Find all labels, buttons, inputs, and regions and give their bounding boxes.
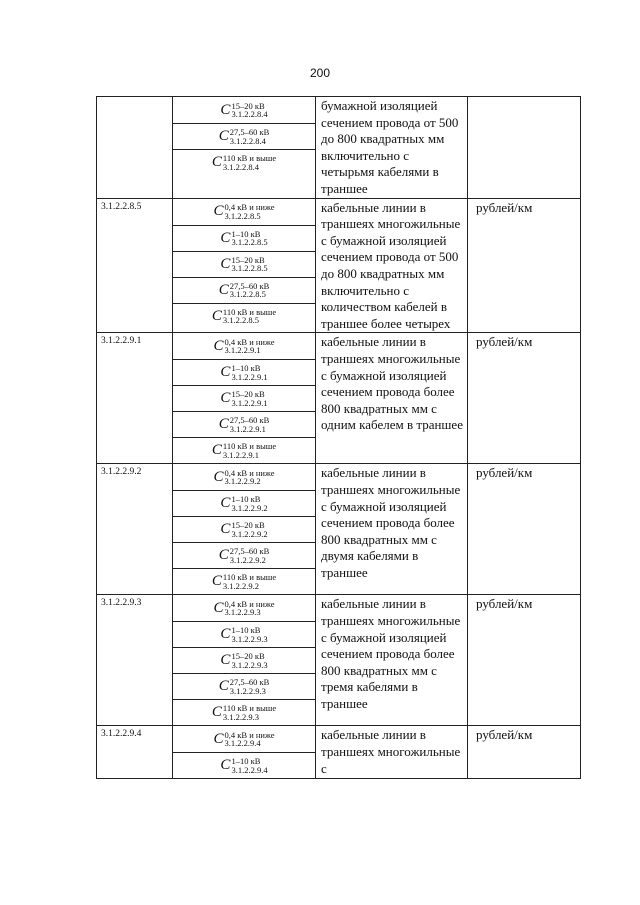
table-row <box>97 198 581 333</box>
formula-letter: C <box>220 757 231 774</box>
formula-cell <box>173 699 315 725</box>
formula-letter: C <box>218 678 229 695</box>
formula-letter: C <box>213 337 224 354</box>
page-number: 200 <box>309 66 331 80</box>
formula-cell <box>173 568 315 594</box>
formula-superscript: 15–20 кВ <box>231 100 265 111</box>
formula <box>220 390 267 407</box>
table-row <box>97 333 581 464</box>
row-description: кабельные линии в траншеях многожильные с бумажной изоляцией сечением провода более 800 квадратных мм с одним кабелем в траншее <box>316 333 468 464</box>
formula-superscript: 15–20 кВ <box>231 254 265 265</box>
formula-cell <box>173 97 315 123</box>
row-description: кабельные линии в траншеях многожильные с бумажной изоляцией сечением провода более 800 квадратных мм с тремя кабелями в траншее <box>316 595 468 726</box>
formula-subscript: 3.1.2.2.8.5 <box>231 263 268 274</box>
row-unit: рублей/км <box>468 595 581 726</box>
formula-cell <box>173 303 315 329</box>
formula-cell <box>173 542 315 568</box>
row-description: кабельные линии в траншеях многожильные с бумажной изоляцией сечением провода более 800 квадратных мм с двумя кабелями в траншее <box>316 464 468 595</box>
row-code: 3.1.2.2.9.4 <box>97 726 173 779</box>
formula-superscript: 1–10 кВ <box>231 756 261 767</box>
formula-cell <box>173 437 315 463</box>
formula-letter: C <box>220 626 231 643</box>
table-row <box>97 726 581 779</box>
formula-superscript: 1–10 кВ <box>231 228 261 239</box>
formula <box>220 757 267 774</box>
formula-superscript: 110 кВ и выше <box>222 572 277 583</box>
formula <box>214 338 275 355</box>
row-code: 3.1.2.2.8.5 <box>97 198 173 333</box>
formula-superscript: 27,5–60 кВ <box>229 280 270 291</box>
formula-superscript: 1–10 кВ <box>231 625 261 636</box>
formula-superscript: 0,4 кВ и ниже <box>224 336 275 347</box>
formula-cells <box>173 595 316 726</box>
formula-cell <box>173 464 315 490</box>
formula-subscript: 3.1.2.2.8.4 <box>231 109 268 119</box>
formula-cell <box>173 333 315 359</box>
formula <box>220 521 267 538</box>
formula-superscript: 110 кВ и выше <box>222 153 277 163</box>
formula-superscript: 27,5–60 кВ <box>229 677 270 688</box>
formula-cells <box>173 333 316 464</box>
formula <box>212 308 276 325</box>
formula <box>219 282 270 299</box>
formula <box>220 102 267 119</box>
formula-letter: C <box>218 416 229 433</box>
formula-subscript: 3.1.2.2.9.3 <box>222 711 260 722</box>
formula-subscript: 3.1.2.2.8.4 <box>222 161 260 172</box>
formula-subscript: 3.1.2.2.9.1 <box>224 345 261 356</box>
formula-subscript: 3.1.2.2.9.3 <box>231 659 268 670</box>
formula-subscript: 3.1.2.2.9.2 <box>231 528 268 539</box>
formula-subscript: 3.1.2.2.9.4 <box>224 738 261 749</box>
formula-subscript: 3.1.2.2.9.2 <box>229 554 266 565</box>
tariff-table <box>96 96 581 779</box>
formula-subscript: 3.1.2.2.9.3 <box>229 685 266 696</box>
formula-cell <box>173 277 315 303</box>
formula-cells <box>173 97 316 199</box>
formula-cell <box>173 673 315 699</box>
formula-letter: C <box>213 203 224 220</box>
formula-subscript: 3.1.2.2.9.2 <box>224 476 261 487</box>
formula-letter: C <box>218 281 229 298</box>
formula-cell <box>173 752 315 778</box>
formula <box>219 128 270 145</box>
row-unit: рублей/км <box>468 198 581 333</box>
formula-superscript: 15–20 кВ <box>231 389 265 400</box>
formula-cell <box>173 149 315 175</box>
formula-superscript: 110 кВ и выше <box>222 306 277 317</box>
formula-subscript: 3.1.2.2.8.5 <box>224 210 261 221</box>
formula-subscript: 3.1.2.2.9.1 <box>231 371 268 382</box>
row-unit <box>468 97 581 199</box>
formula-superscript: 15–20 кВ <box>231 651 265 662</box>
formula <box>219 416 270 433</box>
formula <box>214 731 275 748</box>
formula-subscript: 3.1.2.2.9.2 <box>222 580 260 591</box>
table-row <box>97 464 581 595</box>
formula <box>214 469 275 486</box>
formula <box>220 495 267 512</box>
row-code <box>97 97 173 199</box>
formula-letter: C <box>218 128 229 144</box>
formula <box>220 230 267 247</box>
formula-cell <box>173 595 315 621</box>
formula-superscript: 27,5–60 кВ <box>229 127 270 137</box>
formula-cell <box>173 385 315 411</box>
formula-letter: C <box>220 229 231 246</box>
formula-superscript: 110 кВ и выше <box>222 441 277 452</box>
row-code: 3.1.2.2.9.2 <box>97 464 173 595</box>
formula-letter: C <box>220 390 231 407</box>
formula-cell <box>173 621 315 647</box>
formula <box>214 600 275 617</box>
formula-cell <box>173 726 315 752</box>
formula <box>219 678 270 695</box>
formula-cell <box>173 516 315 542</box>
formula-cells <box>173 726 316 779</box>
formula-cell <box>173 490 315 516</box>
row-code: 3.1.2.2.9.3 <box>97 595 173 726</box>
formula-superscript: 1–10 кВ <box>231 494 261 505</box>
formula-subscript: 3.1.2.2.9.1 <box>229 423 266 434</box>
formula <box>212 573 276 590</box>
formula-letter: C <box>211 307 222 324</box>
formula-letter: C <box>220 495 231 512</box>
row-description: кабельные линии в траншеях многожильные с <box>316 726 468 779</box>
formula-superscript: 15–20 кВ <box>231 520 265 531</box>
formula-letter: C <box>213 730 224 747</box>
row-unit: рублей/км <box>468 464 581 595</box>
formula-superscript: 110 кВ и выше <box>222 703 277 714</box>
formula-cell <box>173 359 315 385</box>
formula <box>212 154 276 171</box>
formula-subscript: 3.1.2.2.8.5 <box>231 237 268 248</box>
row-code: 3.1.2.2.9.1 <box>97 333 173 464</box>
formula-letter: C <box>211 442 222 459</box>
formula <box>220 256 267 273</box>
formula-letter: C <box>220 255 231 272</box>
formula-letter: C <box>211 154 222 170</box>
formula-superscript: 27,5–60 кВ <box>229 415 270 426</box>
formula-cell <box>173 199 315 225</box>
formula-subscript: 3.1.2.2.8.5 <box>229 289 266 300</box>
formula-letter: C <box>218 547 229 564</box>
formula-letter: C <box>220 652 231 669</box>
formula <box>220 364 267 381</box>
table-row <box>97 97 581 199</box>
formula-subscript: 3.1.2.2.8.5 <box>222 315 260 326</box>
formula-subscript: 3.1.2.2.9.3 <box>224 607 261 618</box>
formula-letter: C <box>220 521 231 538</box>
formula-superscript: 1–10 кВ <box>231 363 261 374</box>
formula-subscript: 3.1.2.2.9.1 <box>231 397 268 408</box>
row-unit: рублей/км <box>468 333 581 464</box>
formula-letter: C <box>211 573 222 590</box>
formula-cell <box>173 251 315 277</box>
formula <box>220 626 267 643</box>
formula-subscript: 3.1.2.2.9.3 <box>231 633 268 644</box>
formula-cell <box>173 647 315 673</box>
formula <box>212 704 276 721</box>
row-description: кабельные линии в траншеях многожильные с бумажной изоляцией сечением провода от 500 до 800 квадратных мм включительно с количеством кабелей в траншее более четырех <box>316 198 468 333</box>
formula-superscript: 0,4 кВ и ниже <box>224 729 275 740</box>
formula-cell <box>173 225 315 251</box>
formula-cell <box>173 123 315 149</box>
formula-subscript: 3.1.2.2.9.1 <box>222 449 260 460</box>
formula <box>214 203 275 220</box>
row-unit: рублей/км <box>468 726 581 779</box>
formula-letter: C <box>213 468 224 485</box>
formula-letter: C <box>220 101 231 118</box>
formula-letter: C <box>211 704 222 721</box>
formula-cells <box>173 464 316 595</box>
formula <box>220 652 267 669</box>
formula-cell <box>173 411 315 437</box>
formula <box>212 442 276 459</box>
formula <box>219 547 270 564</box>
formula-subscript: 3.1.2.2.9.4 <box>231 764 268 775</box>
formula-subscript: 3.1.2.2.9.2 <box>231 502 268 513</box>
formula-cells <box>173 198 316 333</box>
row-description: бумажной изоляцией сечением провода от 500 до 800 квадратных мм включительно с четырьмя кабелями в траншее <box>316 97 468 199</box>
formula-letter: C <box>213 599 224 616</box>
formula-letter: C <box>220 364 231 381</box>
formula-subscript: 3.1.2.2.8.4 <box>229 135 266 146</box>
formula-superscript: 0,4 кВ и ниже <box>224 202 275 213</box>
formula-superscript: 0,4 кВ и ниже <box>224 467 275 478</box>
formula-superscript: 0,4 кВ и ниже <box>224 598 275 609</box>
table-row <box>97 595 581 726</box>
formula-superscript: 27,5–60 кВ <box>229 546 270 557</box>
